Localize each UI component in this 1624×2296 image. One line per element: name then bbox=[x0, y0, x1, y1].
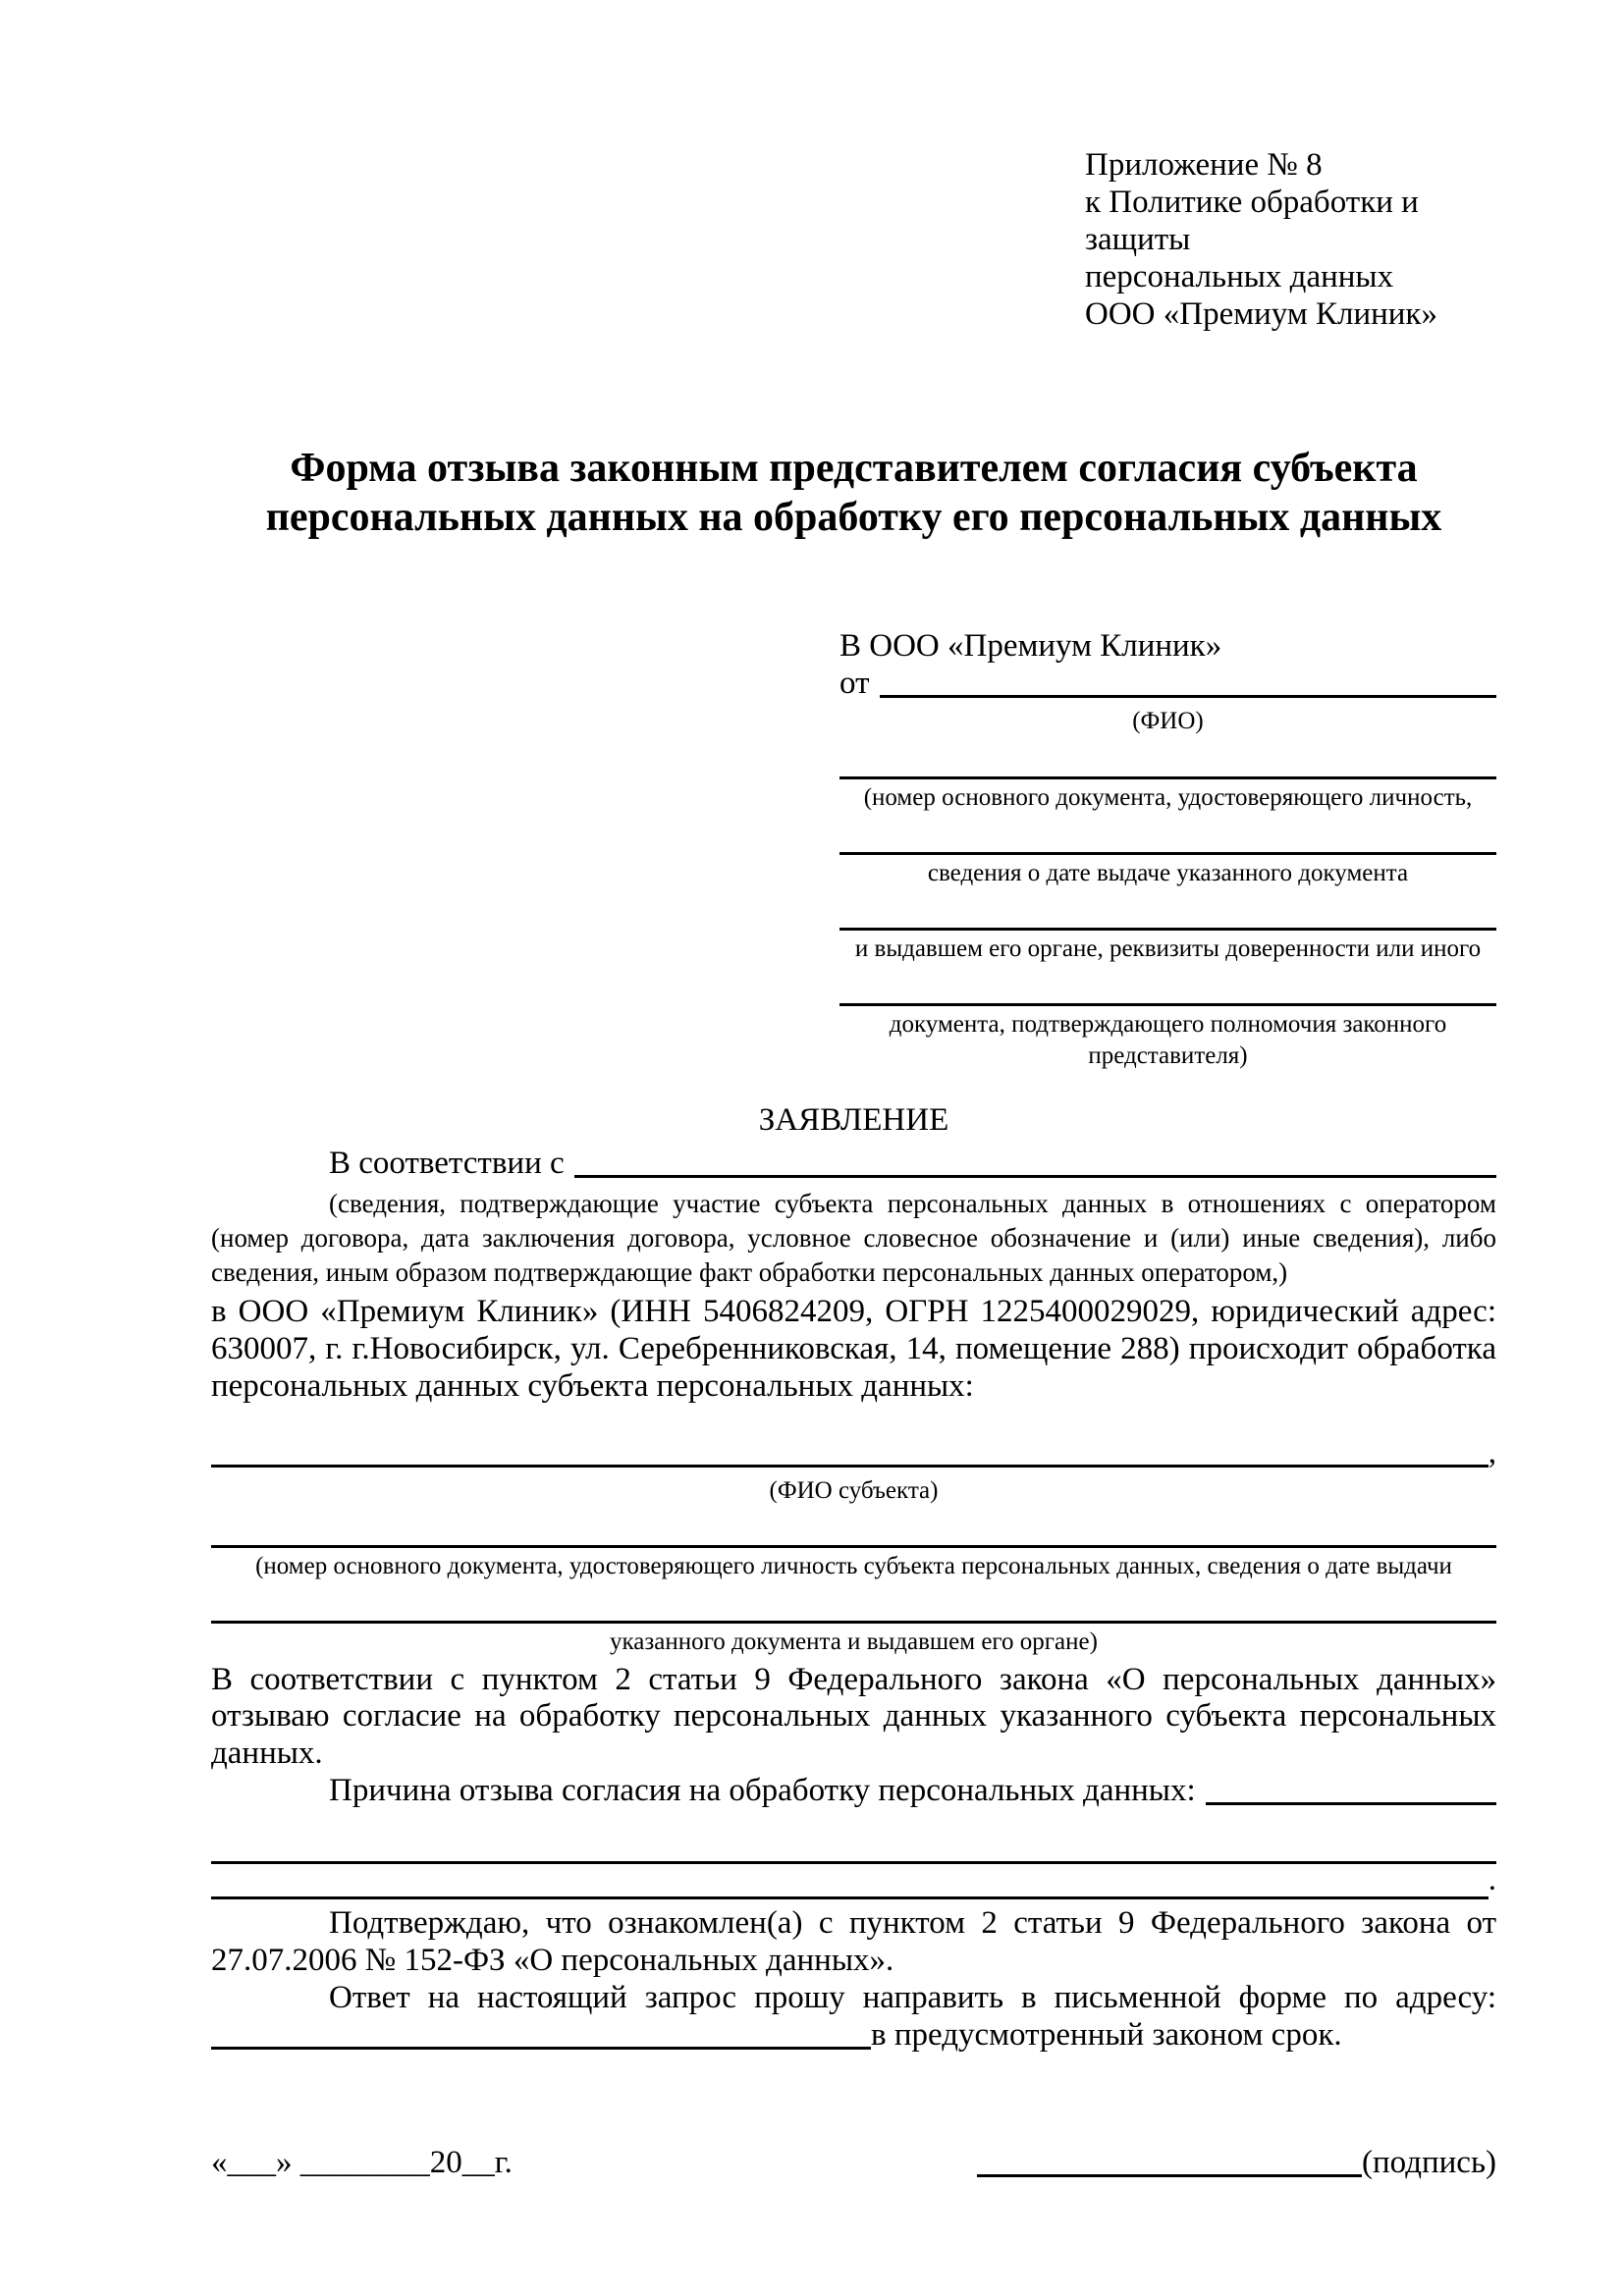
appendix-line-1: Приложение № 8 bbox=[1085, 147, 1323, 183]
addressee-block bbox=[839, 628, 1496, 1070]
addressee-to: В ООО «Премиум Клиник» bbox=[839, 628, 1222, 665]
date-line: «___» ________20__г. bbox=[211, 2145, 513, 2180]
in-accordance-label: В соответствии с bbox=[329, 1145, 565, 1181]
comma-after-blank: , bbox=[1488, 1434, 1496, 1470]
signature-caption: (подпись) bbox=[1362, 2145, 1496, 2180]
reason-extra-blank-line-2 bbox=[211, 1896, 1489, 1899]
subject-document-caption-2: указанного документа и выдавшем его органе) bbox=[610, 1629, 1098, 1656]
issuing-authority-blank-line bbox=[839, 888, 1496, 931]
operator-paragraph: в ООО «Премиум Клиник» (ИНН 5406824209, ОГРН 1225400029029, юридический адрес: 630007, г. г.Новосибирск, ул. Серебренниковская, 14, помещение 288) происходит обработка персональных данных субъекта персональных данных: bbox=[211, 1294, 1496, 1404]
from-label: от bbox=[839, 666, 870, 702]
subject-fio-blank-row bbox=[211, 1435, 1496, 1472]
issuing-authority-caption: и выдавшем его органе, реквизиты доверенности или иного bbox=[854, 935, 1482, 963]
withdraw-paragraph: В соответствии с пунктом 2 статьи 9 Федерального закона «О персональных данных» отзываю согласие на обработку персональных данных указанного субъекта персональных данных. bbox=[211, 1661, 1496, 1772]
document-number-blank-line bbox=[839, 737, 1496, 779]
signature-area bbox=[977, 2145, 1496, 2182]
issue-date-caption: сведения о дате выдаче указанного документа bbox=[927, 859, 1409, 886]
reason-label: Причина отзыва согласия на обработку персональных данных: bbox=[329, 1773, 1196, 1809]
reply-tail-text: в предусмотренный законом срок. bbox=[871, 2017, 1342, 2054]
confirm-paragraph: Подтверждаю, что ознакомлен(а) с пунктом 2 статьи 9 Федерального закона от 27.07.2006 № 152-ФЗ «О персональных данных». bbox=[211, 1905, 1496, 1979]
relation-evidence-note: (сведения, подтверждающие участие субъекта персональных данных в отношениях с оператором (номер договора, дата заключения договора, условное словесное обозначение и (или) иные сведения), либо сведения, иным образом подтверждающие факт обработки персональных данных оператором,) bbox=[211, 1188, 1496, 1287]
document-title: Форма отзыва законным представителем согласия субъекта персональных данных на обработку его персональных данных bbox=[265, 445, 1442, 541]
reason-blank-line bbox=[1206, 1773, 1496, 1805]
reply-request-line: Ответ на настоящий запрос прошу направить в письменной форме по адресу: bbox=[329, 1980, 1496, 2016]
appendix-line-2: к Политике обработки и защиты bbox=[1085, 184, 1419, 257]
subject-fio-blank-line bbox=[211, 1435, 1489, 1468]
subject-document-blank-line bbox=[211, 1506, 1496, 1548]
document-number-caption: (номер основного документа, удостоверяющего личность, bbox=[863, 783, 1473, 811]
signature-row bbox=[211, 2145, 1496, 2182]
fio-caption: (ФИО) bbox=[1132, 708, 1204, 735]
reply-address-row bbox=[211, 2017, 1496, 2055]
issue-date-blank-line bbox=[839, 813, 1496, 855]
reason-row bbox=[211, 1773, 1496, 1810]
representative-authority-blank-line bbox=[839, 964, 1496, 1006]
appendix-line-4: ООО «Премиум Клиник» bbox=[1085, 295, 1437, 332]
subject-document-blank-line-2 bbox=[211, 1581, 1496, 1624]
in-accordance-row bbox=[211, 1146, 1496, 1183]
reply-address-blank-line bbox=[211, 2017, 871, 2050]
subject-document-caption-1: (номер основного документа, удостоверяющего личность субъекта персональных данных, сведения о дате выдачи bbox=[255, 1553, 1452, 1579]
subject-fio-caption: (ФИО субъекта) bbox=[769, 1476, 939, 1504]
period-after-blank: . bbox=[1488, 1862, 1496, 1898]
reason-extra-blank-row-2 bbox=[211, 1864, 1496, 1899]
representative-authority-caption: документа, подтверждающего полномочия законного представителя) bbox=[889, 1011, 1447, 1069]
statement-heading: ЗАЯВЛЕНИЕ bbox=[758, 1101, 949, 1138]
signature-blank-line bbox=[977, 2145, 1362, 2177]
in-accordance-blank-line bbox=[574, 1146, 1496, 1178]
addressee-from-row bbox=[839, 666, 1496, 703]
appendix-block bbox=[1085, 147, 1496, 334]
appendix-line-3: персональных данных bbox=[1085, 258, 1394, 294]
fio-blank-line bbox=[880, 666, 1497, 698]
